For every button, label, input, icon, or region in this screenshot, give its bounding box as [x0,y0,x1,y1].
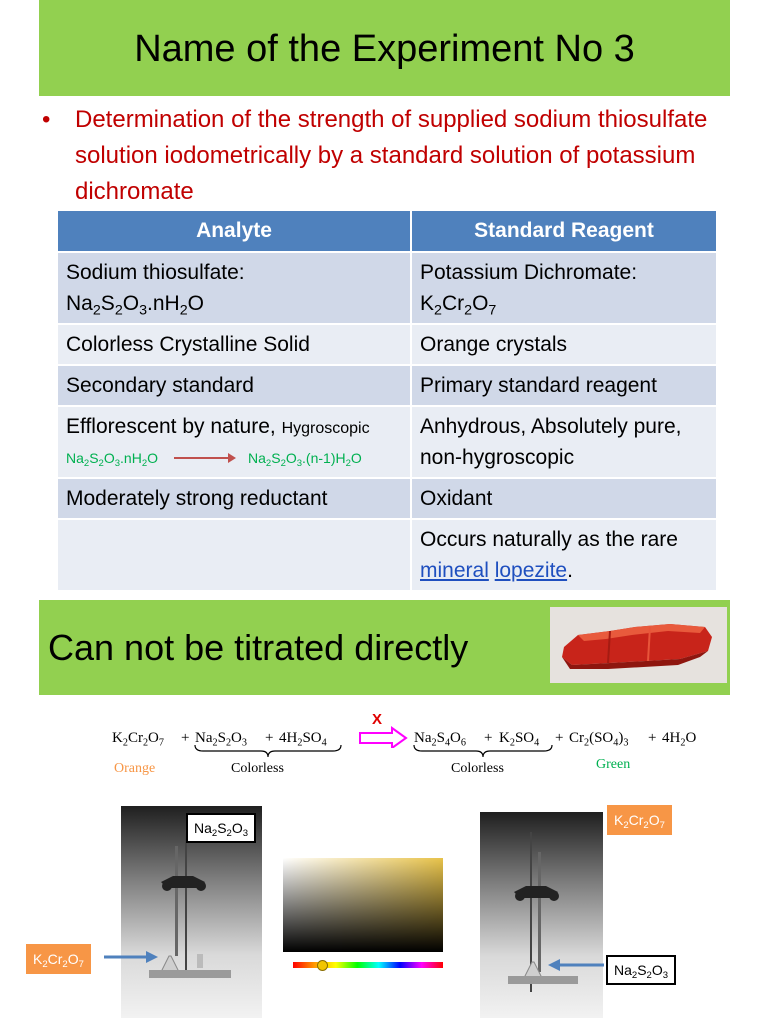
formula-dehydrated: $Na_2S_2O_3.(n-1)H_2O$ [248,450,362,470]
page-title: Name of the Experiment No 3 [134,28,635,70]
label-green: Green [596,757,631,772]
objective-bullet [42,102,722,210]
table-cell: Secondary standard [58,365,411,406]
reagent-tag-thiosulfate-right: $Na_2S_2O_3$ [606,955,676,985]
reagent-tag-dichromate-right: $K_2Cr_2O_7$ [607,805,672,835]
label-colorless-left: Colorless [231,761,284,776]
reaction-plus: + [265,730,274,746]
bullet-icon: • [42,106,51,133]
table-cell [58,252,411,324]
reaction-reactant-3: $4H_2SO_4$ [279,730,327,749]
arrow-icon [548,958,604,972]
reagent-tag-dichromate-left: $K_2Cr_2O_7$ [26,944,91,974]
reaction-plus: + [484,730,493,746]
comparison-table [58,211,718,590]
cell-text-small: Hygroscopic [281,420,370,437]
label-colorless-right: Colorless [451,761,504,776]
reaction-arrow-crossed [358,708,410,748]
formula-hydrate: $Na_2S_2O_3.nH_2O$ [66,450,159,470]
header-standard-reagent: Standard Reagent [411,211,717,252]
table-cell: Colorless Crystalline Solid [58,324,411,365]
table-cell: Occurs naturally as the rare mineral lopezite. [411,519,717,590]
formula-dichromate: $K_2Cr_2O_7$ [420,292,497,319]
table-row [58,365,717,406]
reaction-product-2: $K_2SO_4$ [499,730,540,749]
table-cell: Moderately strong reductant [58,478,411,519]
arrow-icon [174,452,236,464]
efflorescence-equation [66,446,402,470]
table-cell [411,252,717,324]
cell-text: Sodium thiosulfate: [66,261,245,284]
crystal-image [550,607,727,683]
table-cell [58,406,411,478]
reaction-reactant-2: $Na_2S_2O_3$ [195,730,247,749]
reaction-product-1: $Na_2S_4O_6$ [414,730,466,749]
table-cell [58,519,411,590]
title-banner [39,0,730,96]
color-gradient-picker[interactable] [283,858,443,952]
table-cell: Oxidant [411,478,717,519]
formula-thiosulfate: $Na_2S_2O_3.nH_2O$ [66,292,204,319]
reaction-product-4: $4H_2O$ [662,730,697,749]
reaction-plus: + [648,730,657,746]
cell-text: Efflorescent by nature, [66,415,276,438]
cross-mark: X [372,711,383,728]
reaction-product-3: $Cr_2(SO_4)_3$ [569,730,629,749]
label-orange: Orange [114,761,156,776]
note-text: Can not be titrated directly [48,627,469,668]
reaction-plus: + [181,730,190,746]
hue-slider-handle[interactable] [317,960,328,971]
table-cell: Anhydrous, Absolutely pure, non-hygroscopic [411,406,717,478]
reagent-tag-thiosulfate-left: $Na_2S_2O_3$ [186,813,256,843]
lopezite-link[interactable]: lopezite [494,559,568,582]
brace-left-icon [193,744,343,758]
crystal-photo [550,607,727,683]
table-cell: Orange crystals [411,324,717,365]
objective-text: Determination of the strength of supplied sodium thiosulfate solution iodometrically by a standard solution of potassium dichromate [75,106,708,205]
arrow-icon [104,950,158,964]
cell-text: Occurs naturally as the rare [420,528,678,551]
cell-text: Potassium Dichromate: [420,261,638,284]
table-row [58,406,717,478]
reaction-reactant-1: $K_2Cr_2O_7$ [112,730,164,749]
table-row [58,519,717,590]
titration-stand-icon [480,812,603,1018]
mineral-link[interactable]: mineral [420,559,489,582]
table-row [58,324,717,365]
table-cell: Primary standard reagent [411,365,717,406]
table-row [58,252,717,324]
hue-slider[interactable] [293,962,443,968]
brace-right-icon [412,744,554,758]
titration-stand-photo-right [480,812,603,1018]
header-analyte: Analyte [58,211,411,252]
table-row [58,478,717,519]
reaction-plus: + [555,730,564,746]
